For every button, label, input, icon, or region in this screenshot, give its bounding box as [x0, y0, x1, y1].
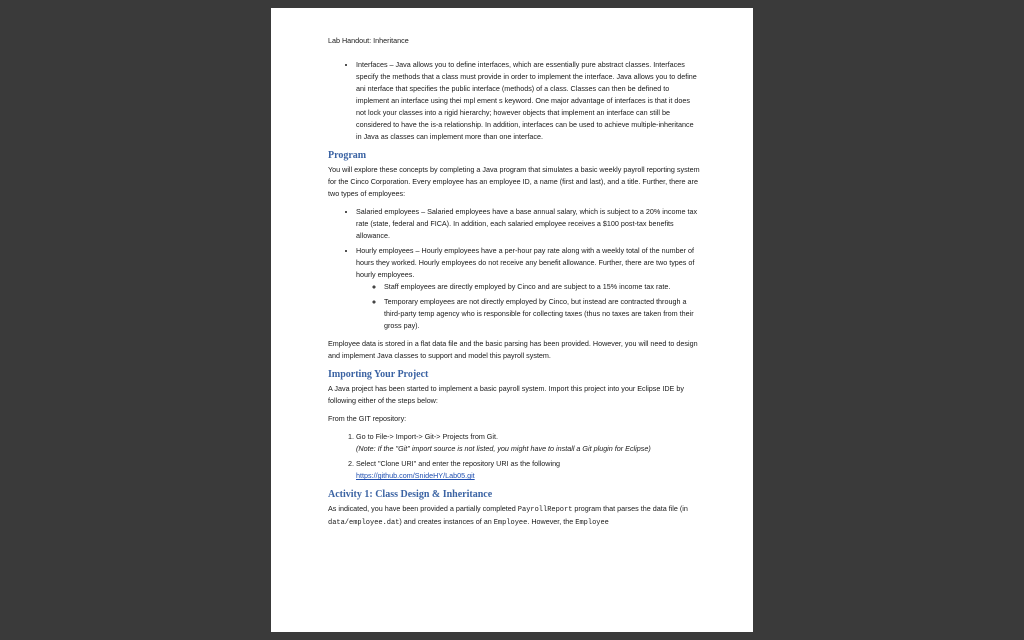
- activity-text-d: . However, the: [527, 517, 576, 526]
- hourly-subtypes-list: [356, 281, 700, 332]
- document-content: [328, 35, 700, 535]
- import-paragraph: A Java project has been started to implement a basic payroll system. Import this project into your Eclipse IDE by following either of the steps below:: [328, 384, 684, 405]
- document-page: [271, 8, 753, 632]
- employee-types-list: [328, 206, 700, 332]
- data-paragraph: Employee data is stored in a flat data file and the basic parsing has been provided. However, you will need to design and implement Java classes to support and model this payroll system.: [328, 339, 698, 360]
- hourly-bullet: [356, 245, 700, 332]
- activity-code-datafile: data/employee.dat: [328, 519, 400, 527]
- page-header: Lab Handout: Inheritance: [328, 36, 409, 45]
- step-2-text: 2. Select "Clone URI" and enter the repository URI as the following: [356, 459, 561, 468]
- import-steps-list: [328, 431, 700, 482]
- staff-bullet: ◦ Staff employees are directly employed by Cinco and are subject to a 15% income tax rate.: [384, 281, 700, 293]
- interfaces-bullet: • Interfaces – Java allows you to define interfaces, which are essentially pure abstract classes. Interfaces specify the methods that a class must provide in order to implement the interface. Java allows you to define ani nterface that specifies the public interface (methods) of a class. Classes can then be defined to implement an interface using thei mpl ement s keyword. One major advantage of interfaces is that it does not lock your classes into a rigid hierarchy; however objects that implement an interface can still be considered to have the is-a relationship. In addition, interfaces can be used to achieve multiple-inheritance in Java as classes can implement more than one interface.: [356, 59, 700, 143]
- activity-text-c: ) and creates instances of an: [399, 517, 494, 526]
- step-2: [356, 458, 700, 482]
- step-1-text: 1. Go to File-> Import-> Git-> Projects from Git.: [356, 432, 498, 441]
- activity-text-b: program that parses the data file (in: [572, 504, 688, 513]
- activity-text-a: As indicated, you have been provided a partially completed: [328, 504, 518, 513]
- temporary-bullet: ◦ Temporary employees are not directly employed by Cinco, but instead are contracted through a third-party temp agency who is responsible for collecting taxes (thus no taxes are taken from their gross pay).: [384, 296, 700, 332]
- activity-heading: Activity 1: Class Design & Inheritance: [328, 489, 493, 500]
- program-paragraph: You will explore these concepts by completing a Java program that simulates a basic weekly payroll reporting system for the Cinco Corporation. Every employee has an employee ID, a name (first and last), and a title. Further, there are two types of employees:: [328, 165, 700, 198]
- activity-code-employee-2: Employee: [575, 519, 609, 527]
- import-heading: Importing Your Project: [328, 369, 429, 380]
- step-1-note: (Note: If the "Git" import source is not listed, you might have to install a Git plugin for Eclipse): [356, 444, 651, 453]
- step-1: [356, 431, 700, 455]
- hourly-text: • Hourly employees – Hourly employees have a per-hour pay rate along with a weekly total of the number of hours they worked. Hourly employees do not receive any benefit allowance. Further, there are two types of hourly employees.: [356, 246, 695, 279]
- program-heading: Program: [328, 150, 367, 161]
- git-label: From the GIT repository:: [328, 414, 407, 423]
- activity-code-employee: Employee: [493, 519, 528, 527]
- salaried-bullet: • Salaried employees – Salaried employees have a base annual salary, which is subject to a 20% income tax rate (state, federal and FICA). In addition, each salaried employee receives a $100 post-tax benefits allowance.: [356, 206, 700, 242]
- activity-paragraph: [328, 503, 700, 529]
- interfaces-list: [328, 59, 700, 143]
- activity-code-payrollreport: PayrollReport: [517, 506, 573, 514]
- repo-url-link[interactable]: https://github.com/SnideHY/Lab05.git: [356, 471, 475, 480]
